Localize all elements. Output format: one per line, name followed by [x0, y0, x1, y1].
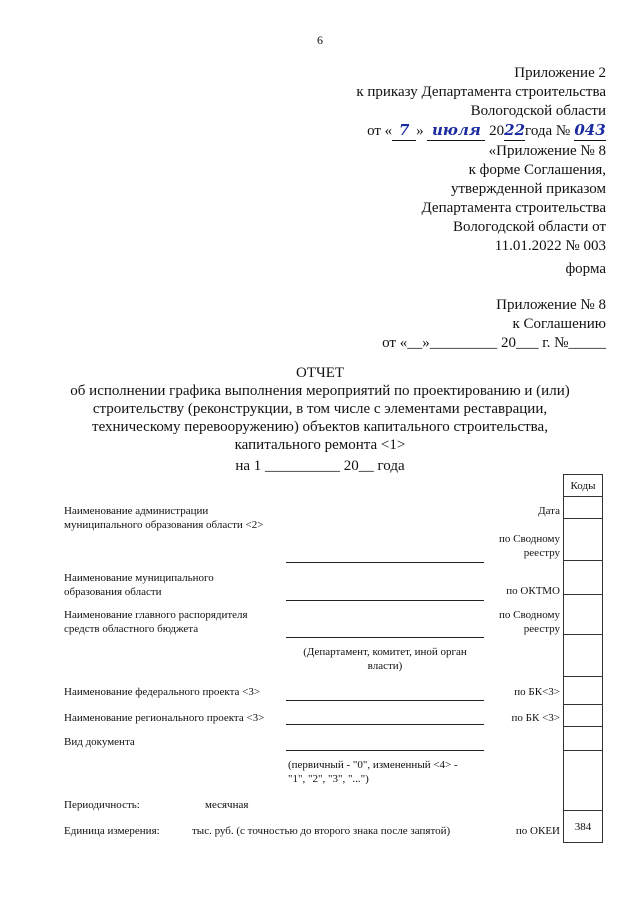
unit-label: Единица измерения: [64, 825, 160, 837]
regional-project-label: Наименование регионального проекта <3> [64, 712, 265, 724]
dept-hint: (Департамент, комитет, иной орган власти) [303, 646, 467, 672]
periodicity-value: месячная [205, 799, 249, 811]
municipality-field-line[interactable] [286, 600, 484, 601]
svod-reestr-label-2: по Сводному реестру [498, 609, 560, 635]
municipality-label: Наименование муниципального образования области [64, 572, 214, 598]
code-periodicity [564, 751, 603, 811]
report-date-line: на 1 __________ 20__ года [235, 458, 405, 474]
doctype-field-line[interactable] [286, 750, 484, 751]
date-label: Дата [538, 505, 560, 517]
page-number: 6 [317, 33, 323, 47]
code-bk-1 [564, 677, 603, 705]
code-oktmo [564, 561, 603, 595]
code-blank-1 [564, 635, 603, 677]
handwritten-number: 043 [574, 121, 606, 139]
appendix-8-line3: утвержденной приказом [450, 181, 606, 197]
appendix-8-block [306, 142, 606, 256]
code-date [564, 497, 603, 519]
order-header-line2: к приказу Департамента строительства [356, 84, 606, 100]
agreement-line3: от «__»_________ 20___ г. №_____ [382, 335, 606, 351]
bk-label-1: по БК<3> [514, 686, 560, 698]
code-bk-2 [564, 705, 603, 727]
report-title-line3: строительству (реконструкции, в том числе с элементами реставрации, [92, 401, 548, 417]
admin-field-line[interactable] [286, 562, 484, 563]
codes-table [563, 474, 603, 843]
report-title [40, 364, 600, 454]
handwritten-year: 22 [504, 121, 526, 139]
doctype-hint: (первичный - "0", измененный <4> - "1", "2", "3", "...") [288, 759, 458, 785]
code-doctype [564, 727, 603, 751]
report-title-line2: об исполнении графика выполнения мероприятий по проектированию и (или) [70, 383, 570, 399]
admin-label: Наименование администрации муниципального образования области <2> [64, 505, 264, 531]
code-okei: 384 [564, 811, 603, 843]
report-title-line1: ОТЧЕТ [295, 365, 345, 381]
order-header-line1: Приложение 2 [514, 65, 606, 81]
bk-label-2: по БК <3> [511, 712, 560, 724]
regional-project-field-line[interactable] [286, 724, 484, 725]
agreement-line1: Приложение № 8 [496, 297, 606, 313]
report-title-line4: техническому перевооружению) объектов капитального строительства, [92, 419, 548, 435]
appendix-8-line4: Департамента строительства [421, 200, 606, 216]
order-header [226, 64, 606, 141]
code-svod-reestr-2 [564, 595, 603, 635]
order-header-line4: от « 7 » июля 2022года № 043 [367, 121, 606, 139]
agreement-block [306, 296, 606, 353]
oktmo-label: по ОКТМО [506, 585, 560, 597]
federal-project-field-line[interactable] [286, 700, 484, 701]
agreement-line2: к Соглашению [512, 316, 606, 332]
forma-label: форма [565, 261, 606, 277]
manager-field-line[interactable] [286, 637, 484, 638]
periodicity-label: Периодичность: [64, 799, 140, 811]
handwritten-day: 7 [392, 121, 416, 141]
appendix-8-line6: 11.01.2022 № 003 [494, 238, 606, 254]
svod-reestr-label-1: по Сводному реестру [498, 533, 560, 559]
handwritten-month: июля [427, 121, 485, 141]
manager-label: Наименование главного распорядителя средств областного бюджета [64, 609, 248, 635]
appendix-8-line5: Вологодской области от [453, 219, 606, 235]
appendix-8-line1: «Приложение № 8 [488, 143, 606, 159]
order-header-line3: Вологодской области [470, 103, 606, 119]
appendix-8-line2: к форме Соглашения, [468, 162, 606, 178]
report-title-line5: капитального ремонта <1> [234, 437, 406, 453]
code-svod-reestr-1 [564, 519, 603, 561]
codes-header: Коды [564, 475, 603, 497]
okei-label: по ОКЕИ [515, 825, 560, 837]
federal-project-label: Наименование федерального проекта <3> [64, 686, 261, 698]
doctype-label: Вид документа [64, 736, 135, 748]
unit-value: тыс. руб. (с точностью до второго знака после запятой) [192, 825, 451, 837]
